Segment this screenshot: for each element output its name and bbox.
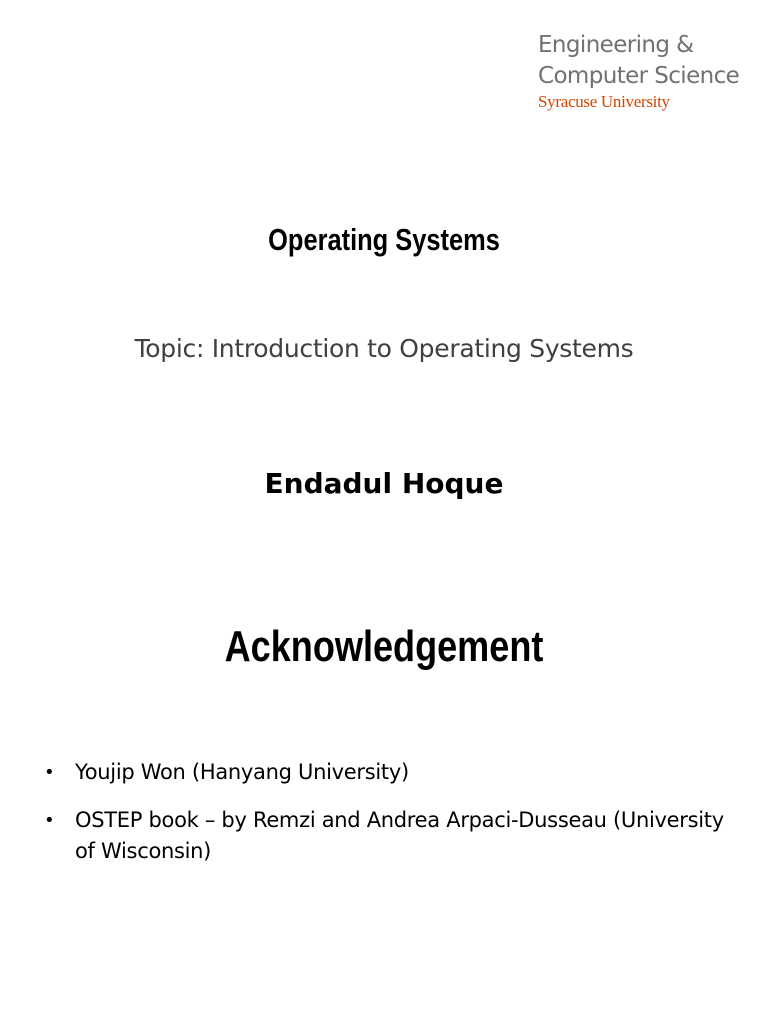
acknowledgement-list [44, 757, 744, 884]
bullet-icon: • [44, 810, 55, 831]
list-item-text: Youjip Won (Hanyang University) [75, 760, 409, 784]
logo-line-syracuse-university: Syracuse University [538, 92, 670, 111]
slide-title: Operating Systems [268, 222, 500, 257]
bullet-icon: • [44, 762, 55, 783]
slide-author: Endadul Hoque [264, 467, 504, 500]
slide-topic: Topic: Introduction to Operating Systems [134, 334, 634, 363]
logo-line-engineering: Engineering & [538, 32, 694, 58]
list-item [44, 757, 744, 788]
logo-line-computer-science: Computer Science [538, 63, 740, 89]
acknowledgement-title: Acknowledgement [224, 622, 544, 671]
university-logo [538, 30, 753, 112]
list-item-text: OSTEP book – by Remzi and Andrea Arpaci-Dusseau (University of Wisconsin) [75, 808, 724, 863]
list-item [44, 805, 744, 867]
